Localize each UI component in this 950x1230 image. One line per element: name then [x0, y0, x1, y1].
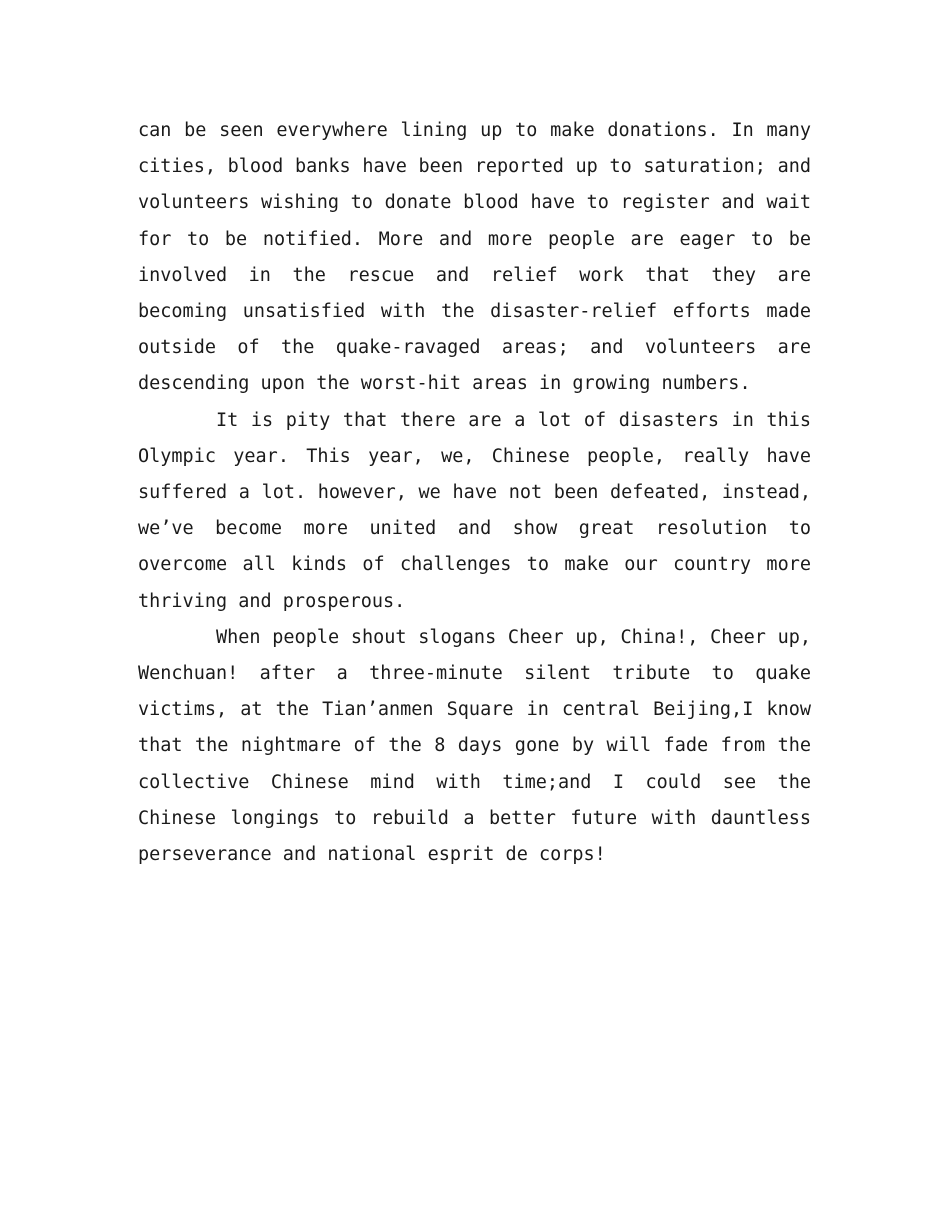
paragraph-olympic-year: It is pity that there are a lot of disasters in this Olympic year. This year, we, Chinese people, really have suffered a lot. however, we have not been defeated, instead, we’ve become more united and show great resolution to overcome all kinds of challenges to make our country more thriving and prosperous. [138, 409, 811, 612]
paragraph-donations: can be seen everywhere lining up to make donations. In many cities, blood banks have been reported up to saturation; and volunteers wishing to donate blood have to register and wait for to be notified. More and more people are eager to be involved in the rescue and relief work that they are becoming unsatisfied with the disaster-relief efforts made outside of the quake-ravaged areas; and volunteers are descending upon the worst-hit areas in growing numbers. [138, 120, 811, 395]
document-body [138, 113, 811, 873]
paragraph-slogans: When people shout slogans Cheer up, China!, Cheer up, Wenchuan! after a three-minute silent tribute to quake victims, at the Tian’anmen Square in central Beijing,I know that the nightmare of the 8 days gone by will fade from the collective Chinese mind with time;and I could see the Chinese longings to rebuild a better future with dauntless perseverance and national esprit de corps! [138, 626, 811, 866]
